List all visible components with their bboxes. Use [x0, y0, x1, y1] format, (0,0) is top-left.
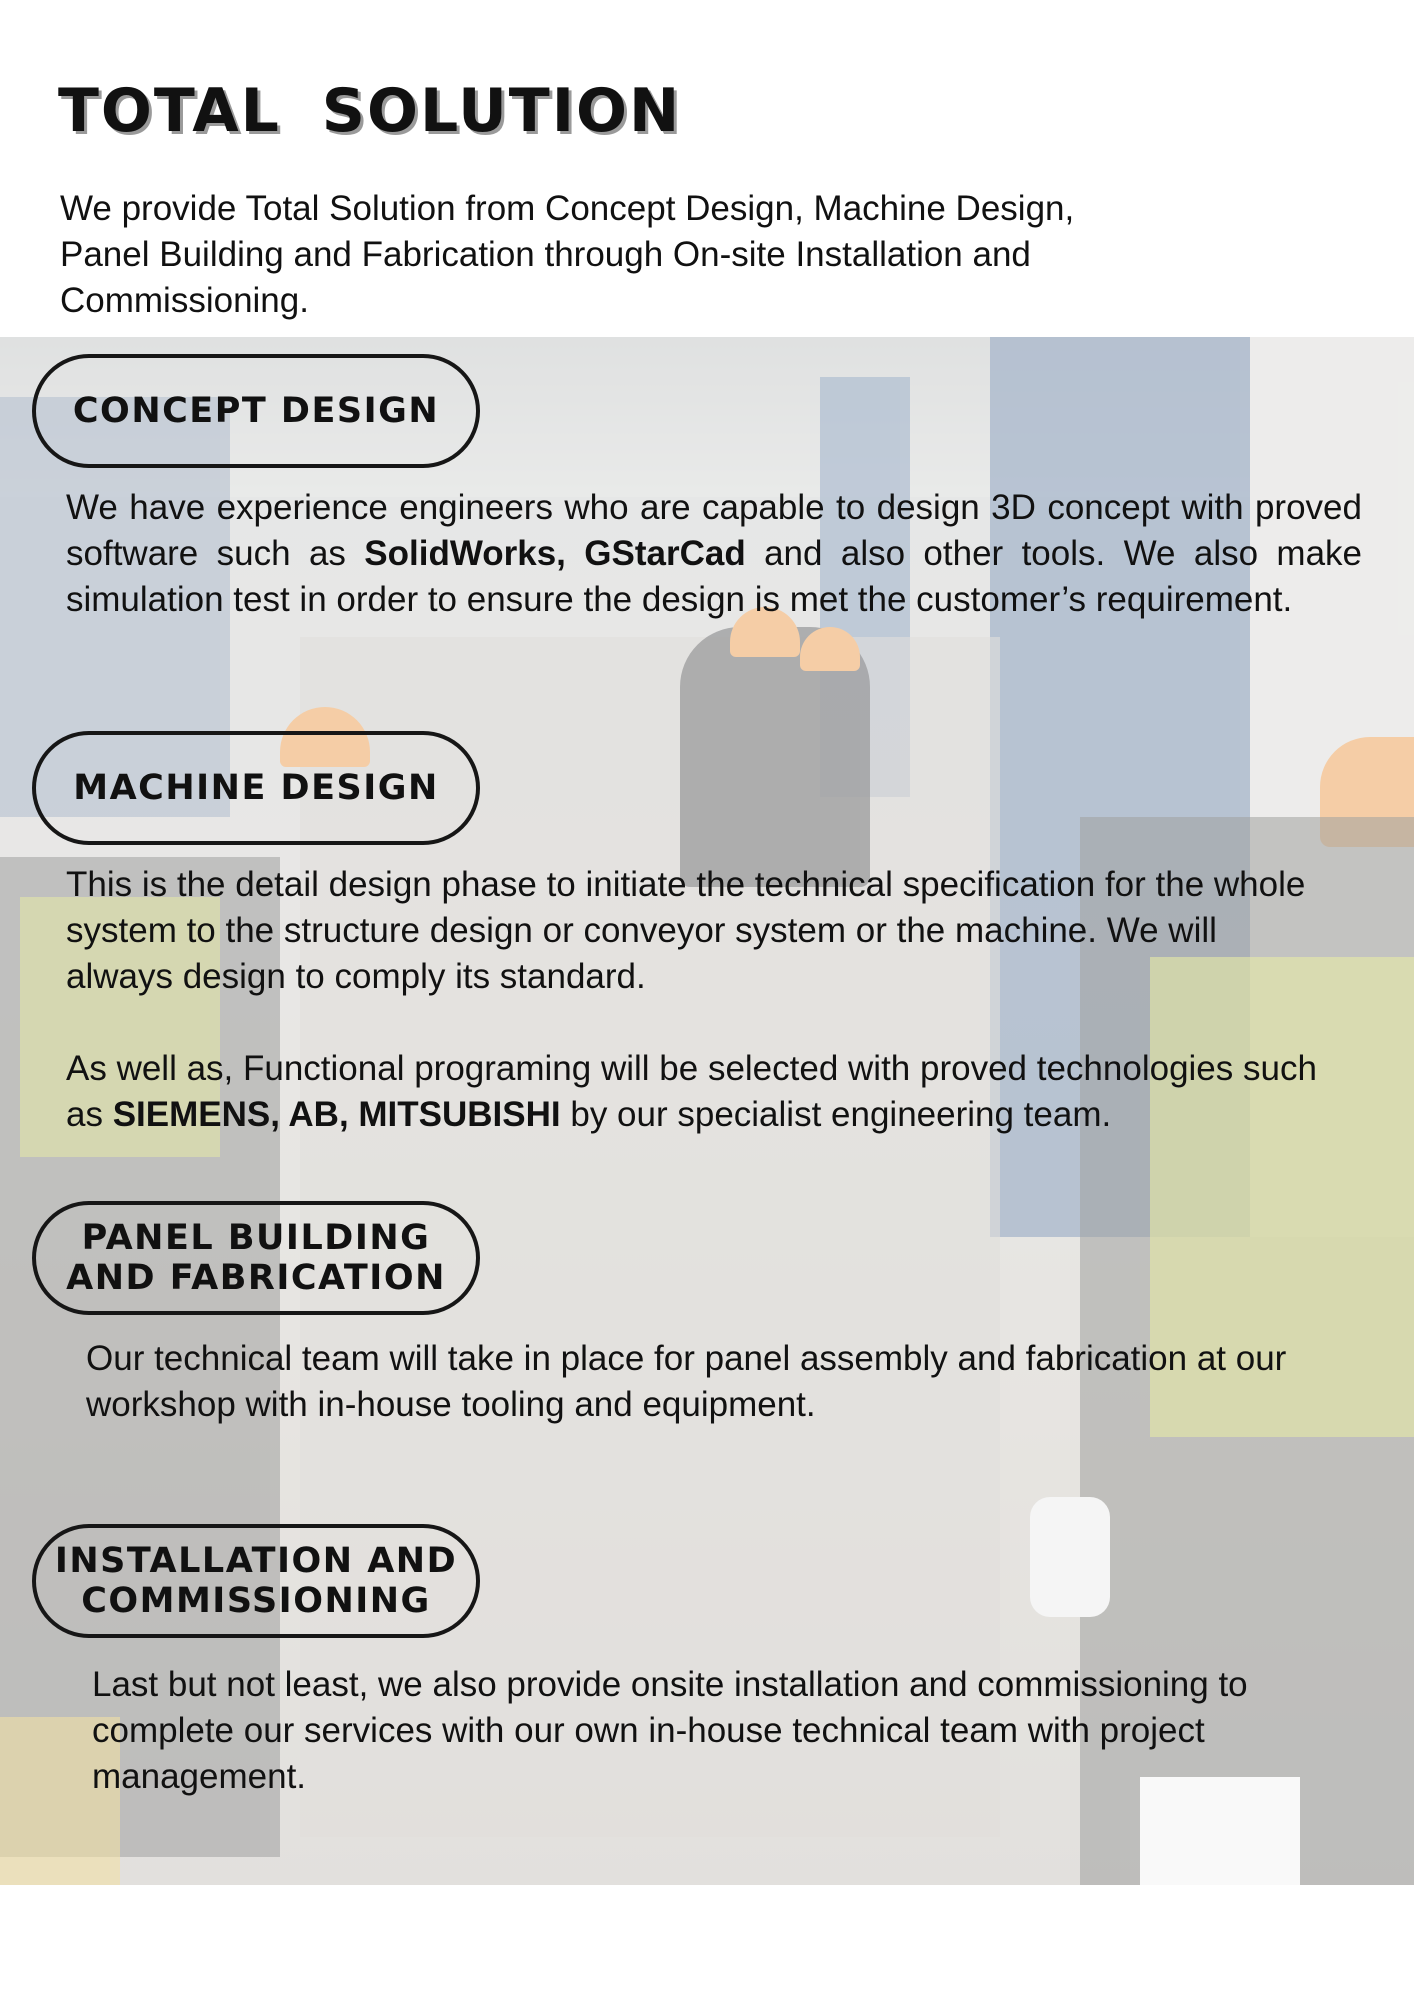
panel-building-heading: PANEL BUILDING AND FABRICATION [32, 1201, 480, 1315]
intro-paragraph: We provide Total Solution from Concept Design, Machine Design, Panel Building and Fabrication through On-site Installation and Commissioning. [60, 189, 1075, 320]
machine-design-heading: MACHINE DESIGN [32, 731, 480, 845]
page-title: TOTAL SOLUTION [58, 76, 682, 146]
plc-brand-names: SIEMENS, AB, MITSUBISHI [112, 1095, 561, 1134]
concept-design-heading: CONCEPT DESIGN [32, 354, 480, 468]
worksite-photo-background [0, 337, 1414, 1885]
machine-design-programming-text: As well as, Functional programing will be selected with proved technologies such as SIEMENS, AB, MITSUBISHI by our specialist engineering team. [66, 1049, 1317, 1134]
machine-design-text: This is the detail design phase to initiate the technical specification for the whole system to the structure design or conveyor system or the machine. We will always design to comply its standard. [66, 865, 1306, 996]
installation-text: Last but not least, we also provide onsite installation and commissioning to complete our services with our own in-house technical team with project management. [92, 1665, 1248, 1796]
panel-building-text: Our technical team will take in place for panel assembly and fabrication at our workshop with in-house tooling and equipment. [86, 1339, 1287, 1424]
installation-heading: INSTALLATION AND COMMISSIONING [32, 1524, 480, 1638]
concept-software-names: SolidWorks, GStarCad [364, 534, 746, 573]
concept-design-text: We have experience engineers who are capable to design 3D concept with proved software such as SolidWorks, GStarCad and also other tools. We also make simulation test in order to ensure the design is met the customer’s requirement. [66, 488, 1363, 619]
